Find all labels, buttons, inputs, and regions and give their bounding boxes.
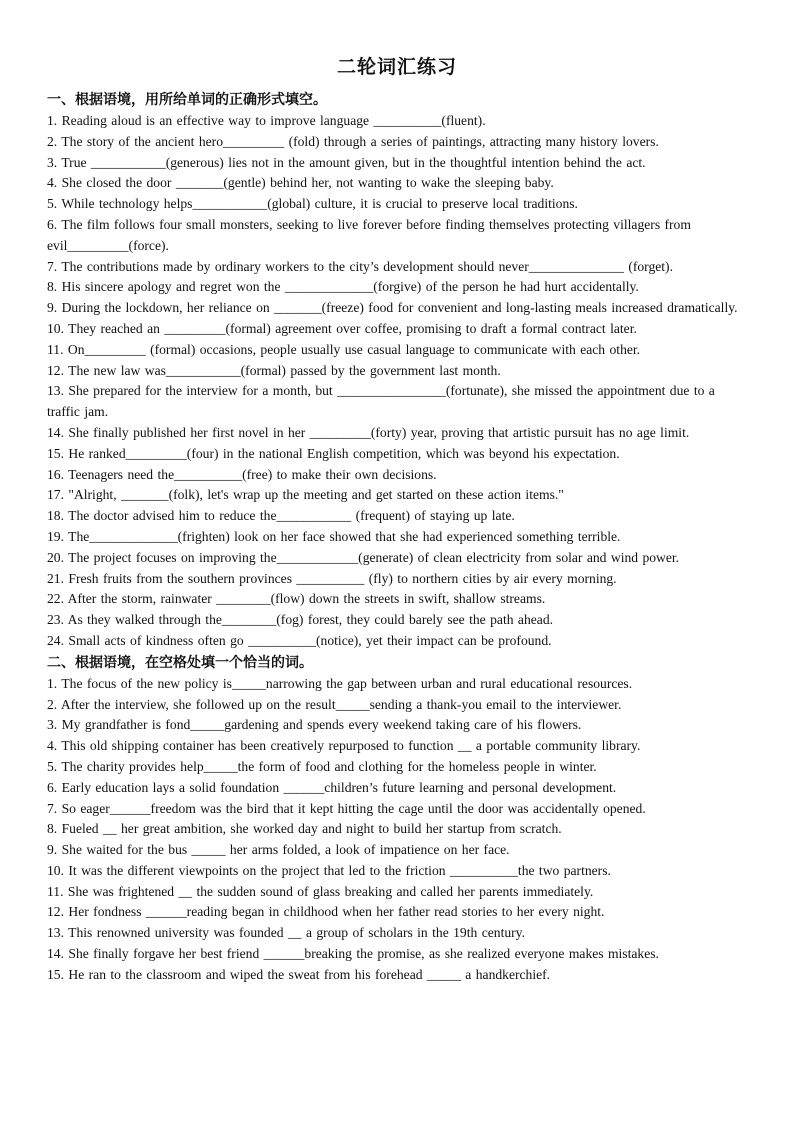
exercise-item: 21. Fresh fruits from the southern provinces __________ (fly) to northern cities by air every morning. xyxy=(47,570,617,586)
exercise-item: 9. She waited for the bus _____ her arms folded, a look of impatience on her face. xyxy=(47,842,510,858)
exercise-item: 1. Reading aloud is an effective way to improve language __________(fluent). xyxy=(47,113,486,128)
exercise-item: 11. On_________ (formal) occasions, people usually use casual language to communicate with each other. xyxy=(47,341,641,357)
exercise-item: 1. The focus of the new policy is_____narrowing the gap between urban and rural educational resources. xyxy=(47,675,633,691)
section-1-heading: 一、根据语境，用所给单词的正确形式填空。 xyxy=(47,92,327,108)
exercise-item: 2. The story of the ancient hero_________ (fold) through a series of paintings, attracting many history lovers. xyxy=(47,133,659,149)
exercise-item: 10. It was the different viewpoints on the project that led to the friction __________the two partners. xyxy=(47,862,611,878)
exercise-item: 13. This renowned university was founded __ a group of scholars in the 19th century. xyxy=(47,925,525,941)
exercise-item: 8. His sincere apology and regret won the _____________(forgive) of the person he had hurt accidentally. xyxy=(47,279,639,295)
section-1-list xyxy=(47,111,747,652)
exercise-item: 13. She prepared for the interview for a month, but ________________(fortunate), she missed the appointment due to a traffic jam. xyxy=(47,383,715,420)
exercise-item: 23. As they walked through the________(fog) forest, they could barely see the path ahead. xyxy=(47,612,554,628)
exercise-item: 6. Early education lays a solid foundation ______children’s future learning and personal development. xyxy=(47,779,617,795)
exercise-item: 5. The charity provides help_____the form of food and clothing for the homeless people in winter. xyxy=(47,758,597,774)
exercise-item: 3. My grandfather is fond_____gardening and spends every weekend taking care of his flowers. xyxy=(47,717,582,733)
exercise-item: 7. So eager______freedom was the bird that it kept hitting the cage until the door was accidentally opened. xyxy=(47,800,646,816)
exercise-item: 19. The_____________(frighten) look on her face showed that she had experienced something terrible. xyxy=(47,528,621,544)
exercise-item: 9. During the lockdown, her reliance on _______(freeze) food for convenient and long-lasting meals increased dramatically. xyxy=(47,300,738,316)
exercise-item: 12. The new law was___________(formal) passed by the government last month. xyxy=(47,362,501,378)
exercise-item: 14. She finally forgave her best friend ______breaking the promise, as she realized everyone makes mistakes. xyxy=(47,946,659,962)
section-2-list xyxy=(47,674,747,986)
exercise-item: 7. The contributions made by ordinary workers to the city’s development should never______________ (forget). xyxy=(47,258,673,274)
exercise-item: 16. Teenagers need the__________(free) to make their own decisions. xyxy=(47,466,437,482)
section-2-heading: 二、根据语境，在空格处填一个恰当的词。 xyxy=(47,654,313,671)
exercise-item: 5. While technology helps___________(global) culture, it is crucial to preserve local traditions. xyxy=(47,196,578,212)
exercise-item: 17. "Alright, _______(folk), let's wrap up the meeting and get started on these action items." xyxy=(47,487,564,503)
exercise-item: 15. He ranked_________(four) in the national English competition, which was beyond his expectation. xyxy=(47,445,620,461)
page-title: 二轮词汇练习 xyxy=(336,56,457,78)
worksheet-page xyxy=(47,52,747,986)
exercise-item: 14. She finally published her first novel in her _________(forty) year, proving that artistic pursuit has no age limit. xyxy=(47,424,690,440)
exercise-item: 15. He ran to the classroom and wiped the sweat from his forehead _____ a handkerchief. xyxy=(47,966,551,982)
exercise-item: 6. The film follows four small monsters, seeking to live forever before finding themselves protecting villagers from evil_________(force). xyxy=(47,216,691,253)
exercise-item: 8. Fueled __ her great ambition, she worked day and night to build her startup from scratch. xyxy=(47,821,562,837)
exercise-item: 11. She was frightened __ the sudden sound of glass breaking and called her parents immediately. xyxy=(47,883,594,899)
exercise-item: 12. Her fondness ______reading began in childhood when her father read stories to her every night. xyxy=(47,904,605,920)
exercise-item: 4. She closed the door _______(gentle) behind her, not wanting to wake the sleeping baby. xyxy=(47,175,554,191)
exercise-item: 3. True ___________(generous) lies not in the amount given, but in the thoughtful intention behind the act. xyxy=(47,154,646,170)
exercise-item: 4. This old shipping container has been creatively repurposed to function __ a portable community library. xyxy=(47,738,641,754)
exercise-item: 2. After the interview, she followed up on the result_____sending a thank-you email to the interviewer. xyxy=(47,696,622,712)
exercise-item: 20. The project focuses on improving the____________(generate) of clean electricity from solar and wind power. xyxy=(47,549,680,565)
exercise-item: 10. They reached an _________(formal) agreement over coffee, promising to draft a formal contract later. xyxy=(47,320,637,336)
exercise-item: 24. Small acts of kindness often go __________(notice), yet their impact can be profound. xyxy=(47,632,552,648)
exercise-item: 18. The doctor advised him to reduce the___________ (frequent) of staying up late. xyxy=(47,508,515,524)
exercise-item: 22. After the storm, rainwater ________(flow) down the streets in swift, shallow streams. xyxy=(47,591,546,607)
